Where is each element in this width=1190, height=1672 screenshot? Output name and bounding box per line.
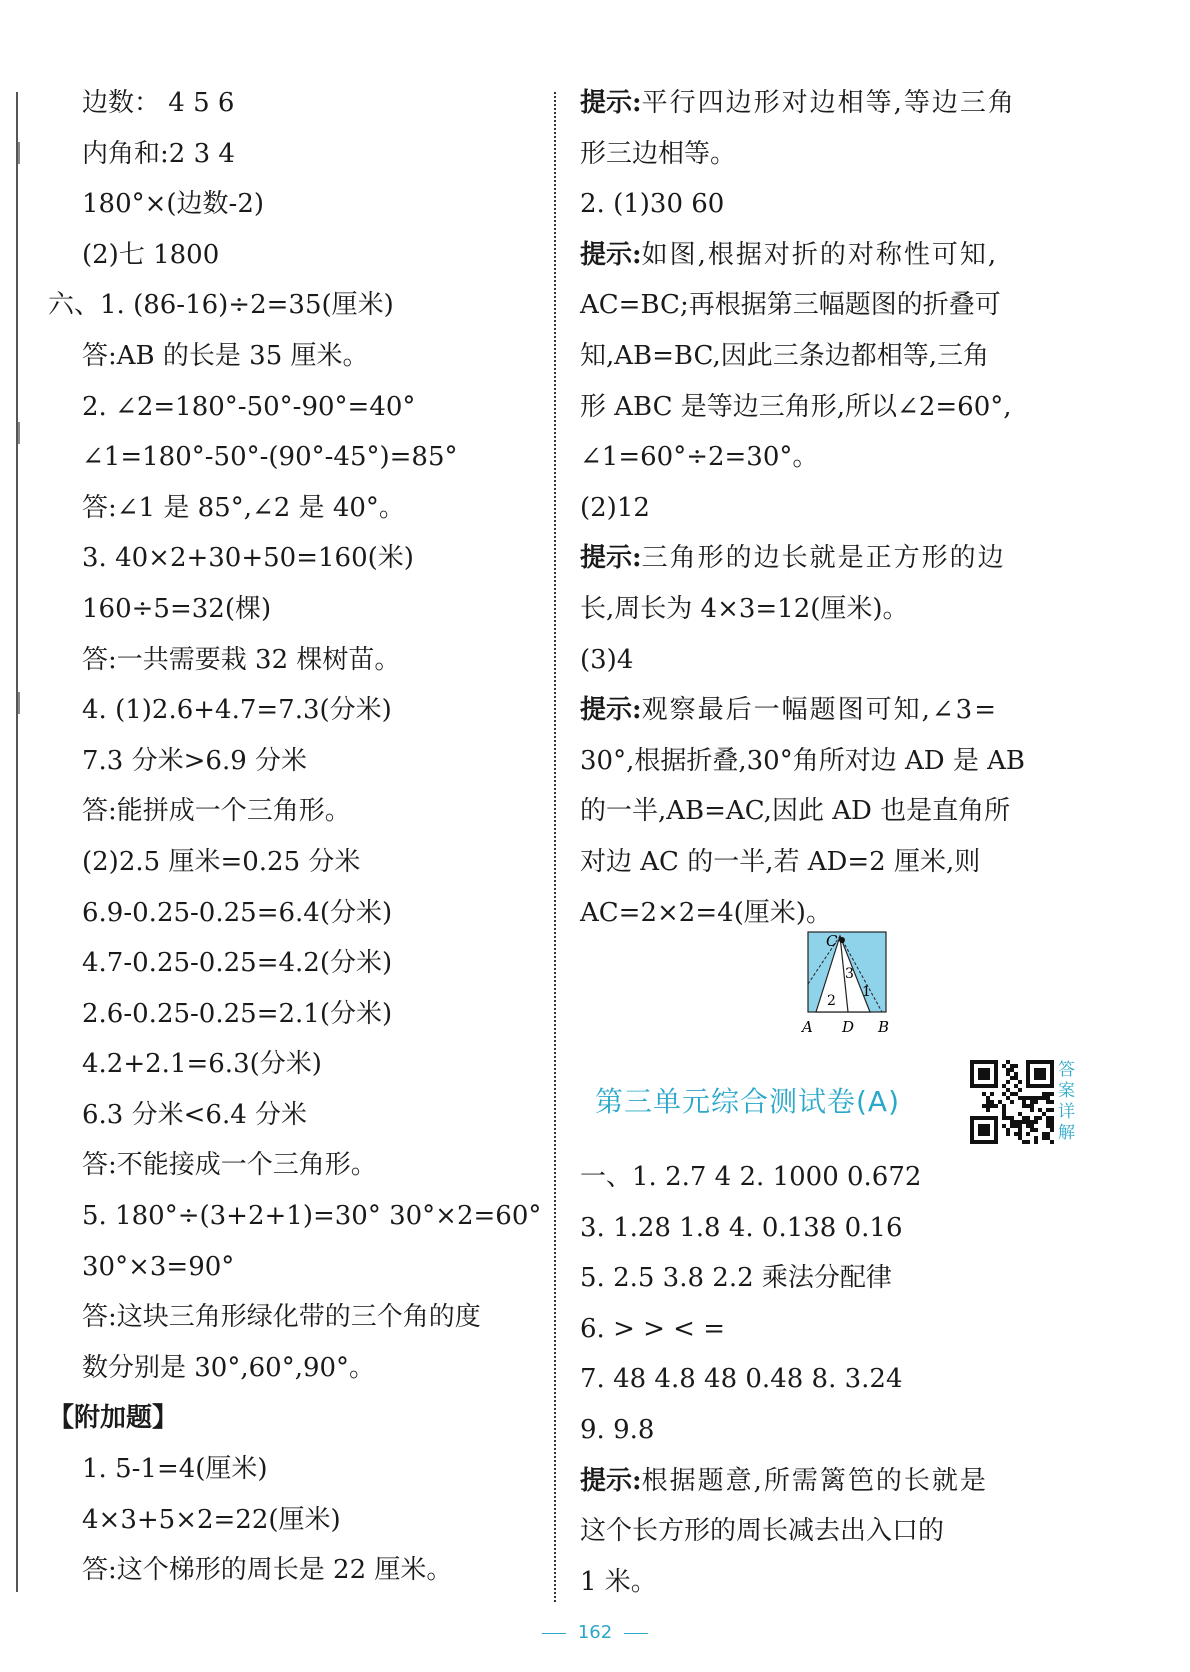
answer-line [580, 432, 1100, 483]
answer-line [48, 888, 548, 939]
answer-text: 3. 1.28 1.8 4. 0.138 0.16 [580, 1212, 903, 1243]
answer-text: 5. 180°÷(3+2+1)=30° 30°×2=60° [82, 1201, 542, 1232]
page-number-footer [0, 1622, 1190, 1643]
edge-mark [18, 142, 28, 164]
answer-line [48, 1343, 548, 1394]
answer-line [48, 280, 548, 331]
answer-line [580, 1203, 1100, 1254]
answer-line [48, 129, 548, 180]
answer-text: 7.3 分米>6.9 分米 [82, 745, 308, 776]
answer-line [48, 432, 548, 483]
answer-text: 160÷5=32(棵) [82, 593, 272, 624]
answer-line [580, 533, 1100, 584]
answer-line [580, 736, 1100, 787]
answer-text: 观察最后一幅题图可知,∠3= [641, 695, 998, 726]
answer-line [48, 78, 548, 129]
qr-label-char: 答 [1058, 1060, 1075, 1080]
answer-line [48, 786, 548, 837]
answer-text: 30°,根据折叠,30°角所对边 AD 是 AB [580, 745, 1025, 776]
answer-line [48, 1242, 548, 1293]
hint-label: 提示: [580, 695, 642, 726]
answer-text: 4.2+2.1=6.3(分米) [82, 1049, 322, 1080]
answer-text: AC=2×2=4(厘米)。 [580, 897, 832, 928]
answer-text: 的一半,AB=AC,因此 AD 也是直角所 [580, 796, 1011, 827]
answer-text: 平行四边形对边相等,等边三角 [641, 88, 1016, 118]
vertex-dot [839, 937, 845, 943]
answer-line [48, 179, 548, 230]
answer-text: 对边 AC 的一半,若 AD=2 厘米,则 [580, 846, 981, 877]
answer-line [48, 230, 548, 281]
answer-text: 6.9-0.25-0.25=6.4(分米) [82, 897, 393, 928]
hint-label: 提示: [580, 88, 642, 118]
answer-text: 30°×3=90° [82, 1251, 235, 1282]
hint-label: 提示: [580, 239, 642, 270]
label-angle-2: 2 [827, 993, 836, 1009]
answer-text: 形三边相等。 [580, 138, 737, 169]
answer-text: 答:一共需要栽 32 棵树苗。 [82, 644, 401, 675]
answer-line [48, 1393, 548, 1444]
answer-line [580, 382, 1100, 433]
label-b: B [878, 1018, 890, 1036]
answer-text: AC=BC;再根据第三幅题图的折叠可 [580, 290, 1001, 321]
column-divider [554, 92, 556, 1602]
answer-line [580, 230, 1100, 281]
qr-label-char: 详 [1058, 1102, 1075, 1122]
answer-line [580, 179, 1100, 230]
answer-text: 答:不能接成一个三角形。 [82, 1150, 377, 1181]
answer-text: ∠1=180°-50°-(90°-45°)=85° [82, 442, 458, 473]
answer-text: 1 米。 [580, 1566, 657, 1597]
page-number: 162 [577, 1622, 613, 1643]
answer-text: 答:这个梯形的周长是 22 厘米。 [82, 1555, 453, 1586]
answer-text: 答:AB 的长是 35 厘米。 [82, 340, 369, 371]
answer-line [580, 837, 1100, 888]
answer-line [48, 483, 548, 534]
answer-line [580, 635, 1100, 686]
answer-text: (3)4 [580, 644, 634, 675]
answer-line [48, 938, 548, 989]
answer-line [48, 1495, 548, 1546]
answer-text: 这个长方形的周长减去出入口的 [580, 1516, 945, 1547]
answer-text: 2.6-0.25-0.25=2.1(分米) [82, 998, 393, 1029]
answer-line [580, 1152, 1100, 1203]
answer-text: 如图,根据对折的对称性可知, [641, 239, 999, 270]
answer-text: 1. 5-1=4(厘米) [82, 1454, 268, 1485]
right-answer-column-top [580, 78, 1100, 938]
answer-text: 六、1. (86-16)÷2=35(厘米) [48, 290, 394, 321]
answer-text: (2)七 1800 [82, 239, 220, 270]
hint-label: 提示: [580, 1465, 642, 1496]
answer-text: 长,周长为 4×3=12(厘米)。 [580, 593, 909, 624]
answer-text: 知,AB=BC,因此三条边都相等,三角 [580, 340, 990, 371]
answer-text: 9. 9.8 [580, 1414, 655, 1445]
answer-line [48, 736, 548, 787]
answer-line [48, 1140, 548, 1191]
answer-line [580, 1253, 1100, 1304]
label-angle-3: 3 [845, 966, 854, 982]
answer-text: 答:能拼成一个三角形。 [82, 796, 351, 827]
qr-label-char: 案 [1058, 1081, 1075, 1101]
answer-line [580, 129, 1100, 180]
answer-line [48, 331, 548, 382]
right-answer-column-bottom [580, 1152, 1100, 1607]
answer-line [48, 584, 548, 635]
answer-text: 2. ∠2=180°-50°-90°=40° [82, 391, 416, 422]
answer-line [48, 685, 548, 736]
answer-text: 三角形的边长就是正方形的边 [641, 543, 1006, 574]
label-d: D [842, 1018, 855, 1036]
answer-line [48, 1444, 548, 1495]
answer-text: 4.7-0.25-0.25=4.2(分米) [82, 948, 393, 979]
answer-text: 内角和:2 3 4 [82, 138, 235, 169]
answer-text: 180°×(边数-2) [82, 189, 265, 220]
answer-text: (2)2.5 厘米=0.25 分米 [82, 846, 361, 877]
answer-line [580, 685, 1100, 736]
answer-line [48, 1545, 548, 1596]
answer-text: 边数： 4 5 6 [82, 88, 235, 118]
answer-text: 一、1. 2.7 4 2. 1000 0.672 [580, 1162, 922, 1192]
section-title: 第三单元综合测试卷(A) [595, 1085, 901, 1118]
answer-text: (2)12 [580, 492, 650, 523]
answer-text: 2. (1)30 60 [580, 189, 725, 220]
answer-text: 6.3 分米<6.4 分米 [82, 1099, 308, 1130]
answer-line [48, 635, 548, 686]
answer-line [48, 1191, 548, 1242]
answer-line [48, 989, 548, 1040]
hint-label: 提示: [580, 543, 642, 574]
answer-text: 6. > > < = [580, 1313, 726, 1344]
answer-text: 3. 40×2+30+50=160(米) [82, 543, 414, 574]
answer-text: 【附加题】 [48, 1403, 179, 1434]
answer-line [48, 533, 548, 584]
answer-text: 数分别是 30°,60°,90°。 [82, 1352, 376, 1383]
answer-text: ∠1=60°÷2=30°。 [580, 442, 819, 473]
folded-triangle-figure [790, 928, 900, 1038]
left-answer-column [48, 78, 548, 1596]
answer-line [580, 1304, 1100, 1355]
footer-dash-left [542, 1633, 566, 1634]
answer-line [580, 78, 1100, 129]
answer-line [580, 1456, 1100, 1507]
answer-text: 形 ABC 是等边三角形,所以∠2=60°, [580, 391, 1012, 422]
qr-label-char: 解 [1058, 1123, 1075, 1143]
answer-line [580, 1354, 1100, 1405]
answer-line [580, 280, 1100, 331]
qr-code-icon[interactable] [970, 1060, 1054, 1144]
answer-detail-label [1058, 1060, 1078, 1144]
answer-line [580, 483, 1100, 534]
answer-text: 4×3+5×2=22(厘米) [82, 1504, 341, 1535]
answer-line [580, 1557, 1100, 1608]
answer-line [48, 1090, 548, 1141]
footer-dash-right [624, 1633, 648, 1634]
edge-mark [18, 422, 28, 444]
answer-line [48, 1039, 548, 1090]
answer-text: 5. 2.5 3.8 2.2 乘法分配律 [580, 1263, 892, 1294]
answer-line [48, 382, 548, 433]
answer-text: 4. (1)2.6+4.7=7.3(分米) [82, 695, 392, 726]
answer-text: 根据题意,所需篱笆的长就是 [641, 1465, 988, 1496]
answer-line [48, 1292, 548, 1343]
label-angle-1: 1 [862, 984, 871, 1000]
answer-line [580, 584, 1100, 635]
answer-line [580, 331, 1100, 382]
label-c: C [826, 932, 838, 950]
answer-line [580, 1506, 1100, 1557]
answer-line [580, 1405, 1100, 1456]
answer-line [580, 786, 1100, 837]
label-a: A [802, 1018, 813, 1036]
answer-line [48, 837, 548, 888]
answer-text: 答:这块三角形绿化带的三个角的度 [82, 1302, 481, 1333]
answer-text: 答:∠1 是 85°,∠2 是 40°。 [82, 492, 405, 523]
edge-mark [18, 692, 28, 714]
binding-edge-line [16, 92, 18, 1592]
answer-text: 7. 48 4.8 48 0.48 8. 3.24 [580, 1364, 903, 1395]
